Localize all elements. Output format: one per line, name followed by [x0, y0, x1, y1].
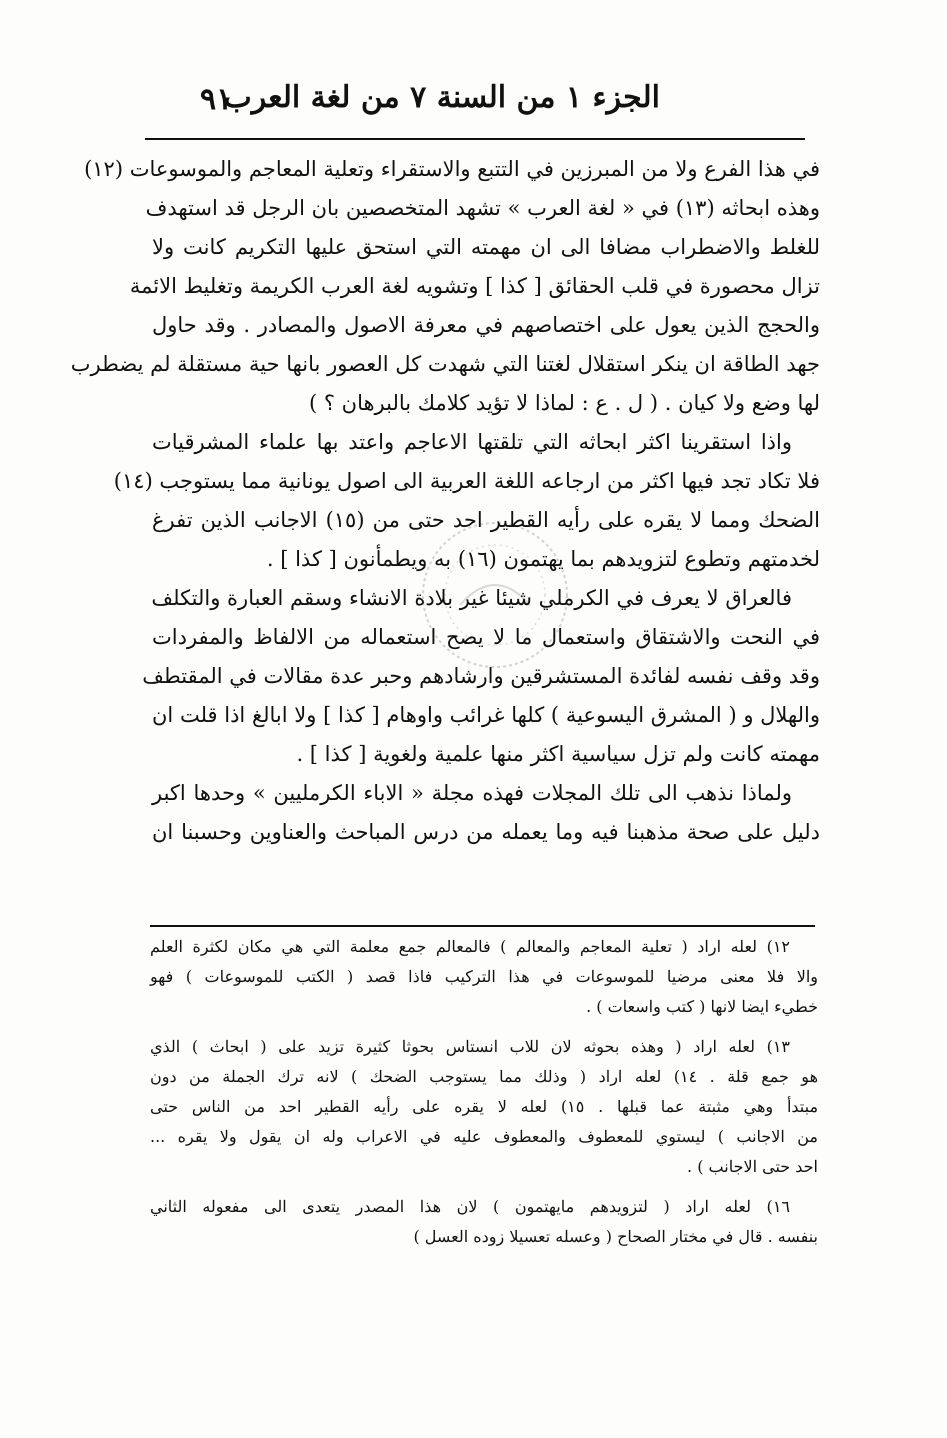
body-line: في النحت والاشتقاق واستعمال ما لا يصح استعماله من الالفاظ والمفردات — [152, 625, 820, 649]
footnote-line: بنفسه . قال في مختار الصحاح ( وعسله تعسيلا زوده العسل ) — [413, 1227, 818, 1246]
footnote-line: والا فلا معنى مرضيا للموسوعات في هذا التركيب فاذا قصد ( الكتب للموسوعات ) فهو — [150, 967, 818, 986]
body-line: فلا تكاد تجد فيها اكثر من ارجاعه اللغة العربية الى اصول يونانية مما يستوجب (١٤) — [113, 469, 820, 493]
body-line: مهمته كانت ولم تزل سياسية اكثر منها علمية ولغوية [ كذا ] . — [296, 742, 820, 766]
body-line: في هذا الفرع ولا من المبرزين في التتبع والاستقراء وتعلية المعاجم والموسوعات (١٢) — [84, 157, 820, 181]
footnotes-divider — [150, 925, 815, 927]
footnote-line: ١٦) لعله اراد ( لتزويدهم مايهتمون ) لان هذا المصدر يتعدى الى مفعوله الثاني — [150, 1197, 790, 1216]
page-number: ٩١ — [200, 82, 233, 117]
body-line: والهلال و ( المشرق اليسوعية ) كلها غرائب واوهام [ كذا ] ولا ابالغ اذا قلت ان — [152, 703, 820, 727]
body-line: جهد الطاقة ان ينكر استقلال لغتنا التي شهدت كل العصور بانها حية مستقلة لم يضطرب — [70, 352, 820, 376]
body-line: واذا استقرينا اكثر ابحاثه التي تلقتها الاعاجم واعتد بها علماء المشرقيات — [152, 430, 792, 454]
body-line: وهذه ابحاثه (١٣) في « لغة العرب » تشهد المتخصصين بان الرجل قد استهدف — [145, 196, 820, 220]
footnote-line: من الاجانب ) ليستوي للمعطوف والمعطوف عليه في الاعراب وله ان يقول ولا يقره ... — [150, 1127, 818, 1146]
header-divider — [145, 138, 805, 140]
body-text — [70, 150, 821, 852]
body-line: للغلط والاضطراب مضافا الى ان مهمته التي استحق عليها التكريم كانت ولا — [152, 235, 820, 259]
body-line: لخدمتهم وتطوع لتزويدهم بما يهتمون (١٦) به ويطمأنون [ كذا ] . — [266, 547, 820, 571]
body-line: ولماذا نذهب الى تلك المجلات فهذه مجلة « الاباء الكرمليين » وحدها اكبر — [152, 781, 792, 805]
page-header — [150, 78, 660, 128]
body-line: دليل على صحة مذهبنا فيه وما يعمله من درس المباحث والعناوين وحسبنا ان — [152, 820, 820, 844]
body-line: والحجج الذين يعول على اختصاصهم في معرفة الاصول والمصادر . وقد حاول — [152, 313, 820, 337]
body-line: الضحك ومما لا يقره على رأيه القطير احد حتى من (١٥) الاجانب الذين تفرغ — [152, 508, 821, 532]
body-line: فالعراق لا يعرف في الكرملي شيئا غير بلادة الانشاء وسقم العبارة والتكلف — [151, 586, 792, 610]
footnotes — [150, 932, 818, 1252]
footnote-line: خطيء ايضا لانها ( كتب واسعات ) . — [586, 997, 818, 1016]
footnote-line: ١٣) لعله اراد ( وهذه بحوثه لان للاب انستاس بحوثا كثيرة تزيد على ( ابحاث ) الذي — [150, 1037, 790, 1056]
running-title: الجزء ١ من السنة ٧ من لغة العرب — [223, 80, 660, 115]
footnote-line: ١٢) لعله اراد ( تعلية المعاجم والمعالم ) فالمعالم جمع معلمة التي هي مكان لكثرة العلم — [150, 937, 790, 956]
footnote-line: مبتدأ وهي مثبتة عما قبلها . ١٥) لعله لا يقره على رأيه القطير احد من الناس حتى — [150, 1097, 819, 1116]
footnote-line: احد حتى الاجانب ) . — [687, 1157, 818, 1176]
body-line: تزال محصورة في قلب الحقائق [ كذا ] وتشويه لغة العرب الكريمة وتغليط الائمة — [129, 274, 820, 298]
footnote-line: هو جمع قلة . ١٤) لعله اراد ( وذلك مما يستوجب الضحك ) لانه ترك الجملة من دون — [150, 1067, 819, 1086]
body-line: وقد وقف نفسه لفائدة المستشرقين وارشادهم وحبر عدة مقالات في المقتطف — [142, 664, 820, 688]
body-line: لها وضع ولا كيان . ( ل . ع : لماذا لا تؤيد كلامك بالبرهان ؟ ) — [308, 391, 820, 415]
